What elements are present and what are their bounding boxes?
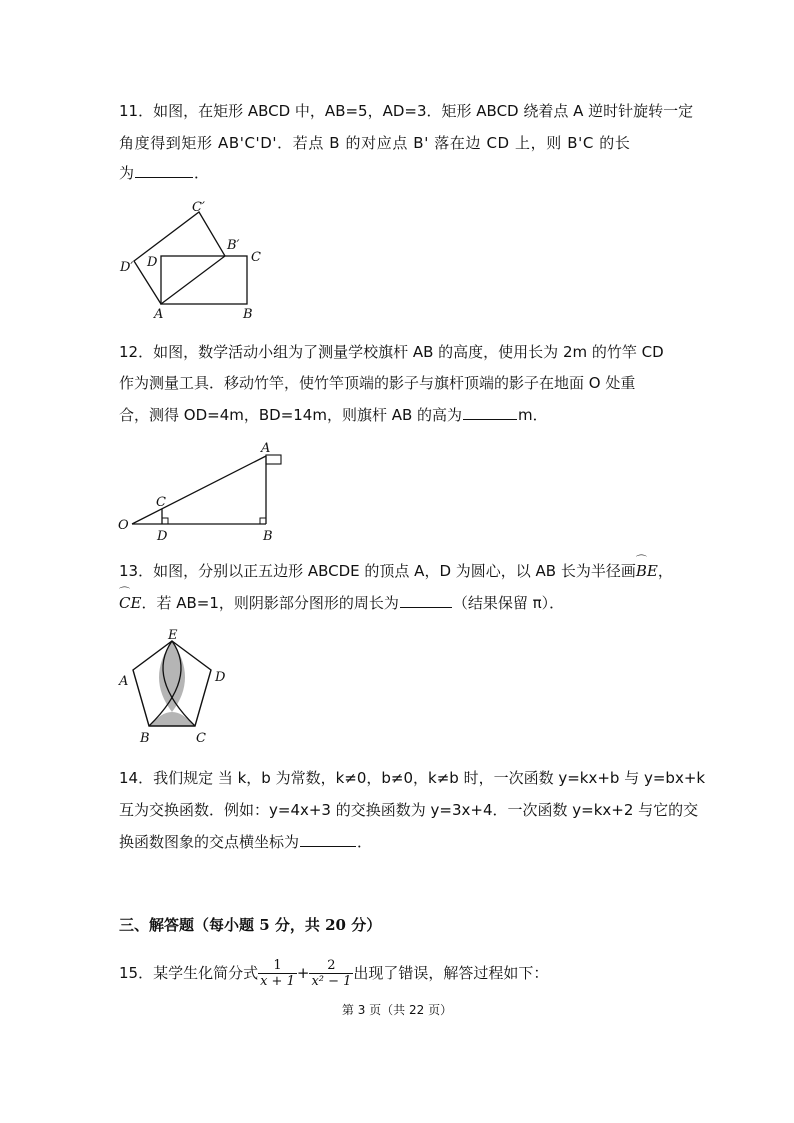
q13-line2-mid: ．若 AB=1，则阴影部分图形的周长为 [141,594,399,612]
q11-line3-pre: 为 [119,164,135,182]
label-c: C [251,250,261,265]
q12-line3-pre: 合，测得 OD=4m，BD=14m，则旗杆 AB 的高为 [119,406,463,424]
q12-line3-post: m． [518,406,548,424]
q14-line3-post: ． [357,833,373,851]
q12-line1: 12．如图，数学活动小组为了测量学校旗杆 AB 的高度，使用长为 2m 的竹竿 CD [119,343,664,361]
q13-line1-pre: 13．如图，分别以正五边形 ABCDE 的顶点 A，D 为圆心，以 AB 长为半径画 [119,562,636,580]
figure-pentagon-arcs [112,628,237,748]
q13-line2-post: （结果保留 π）． [452,594,565,612]
q13-line1 [119,561,673,581]
fraction-2-denominator: x² − 1 [311,974,352,989]
label-a: A [119,674,129,689]
answer-blank-13[interactable] [400,593,452,608]
label-b: B [140,731,150,746]
label-d: D [147,255,158,270]
fraction-1 [258,958,297,989]
rect-abcd [161,256,247,304]
q14-line3-pre: 换函数图象的交点横坐标为 [119,833,300,851]
label-c: C [156,495,166,510]
q11-line2: 角度得到矩形 AB'C'D'．若点 B 的对应点 B' 落在边 CD 上，则 B'C 的长 [119,134,631,152]
q12-line3 [119,405,548,425]
section-heading: 三、解答题（每小题 5 分，共 20 分） [119,916,382,934]
label-a: A [261,441,271,456]
fraction-1-denominator: x + 1 [260,974,295,989]
q15-post: 出现了错误，解答过程如下： [353,964,549,982]
right-angle-b [260,518,266,524]
plus-sign: + [296,964,310,982]
q15-line [119,956,548,990]
q15-pre: 15．某学生化简分式 [119,964,259,982]
label-c: C [196,731,206,746]
label-o: O [118,518,129,533]
q14-line3 [119,832,372,852]
q14-line2: 互为交换函数．例如：y=4x+3 的交换函数为 y=3x+4．一次函数 y=kx+2 与它的交 [119,801,699,819]
label-b: B [263,529,273,544]
shaded-region [150,641,194,726]
label-c-prime: C′ [192,200,205,215]
label-d: D [215,670,226,685]
label-b: B [243,307,253,322]
shadow-line-oa [132,456,266,524]
fraction-2 [309,958,353,989]
q11-line3 [119,163,209,183]
q11-line3-post: ． [194,164,210,182]
fraction-1-numerator: 1 [273,958,282,973]
flag-box [266,455,281,464]
q12-line2: 作为测量工具．移动竹竿，使竹竿顶端的影子与旗杆顶端的影子在地面 O 处重 [119,374,636,392]
label-d-prime: D′ [120,260,134,275]
fraction-2-numerator: 2 [327,958,336,973]
arc-ce: ⌒ CE [119,594,141,612]
answer-blank-11[interactable] [135,163,193,178]
q13-line1-post: ， [657,562,673,580]
arc-be: ⌒ BE [636,562,658,580]
answer-blank-12[interactable] [463,405,517,420]
answer-blank-14[interactable] [300,832,356,847]
q14-line1: 14．我们规定 当 k，b 为常数，k≠0，b≠0，k≠b 时，一次函数 y=kx+b 与 y=bx+k [119,769,706,787]
q11-line1: 11．如图，在矩形 ABCD 中，AB=5，AD=3．矩形 ABCD 绕着点 A 逆时针旋转一定 [119,102,694,120]
figure-rectangle-rotation [110,198,280,328]
label-a: A [154,307,164,322]
right-angle-d [162,518,168,524]
label-e: E [168,628,178,643]
label-d: D [157,529,168,544]
page-footer: 第 3 页（共 22 页） [341,1003,453,1017]
label-b-prime: B′ [227,238,240,253]
q13-line2 [119,593,564,613]
figure-flagpole-shadow [115,438,290,543]
